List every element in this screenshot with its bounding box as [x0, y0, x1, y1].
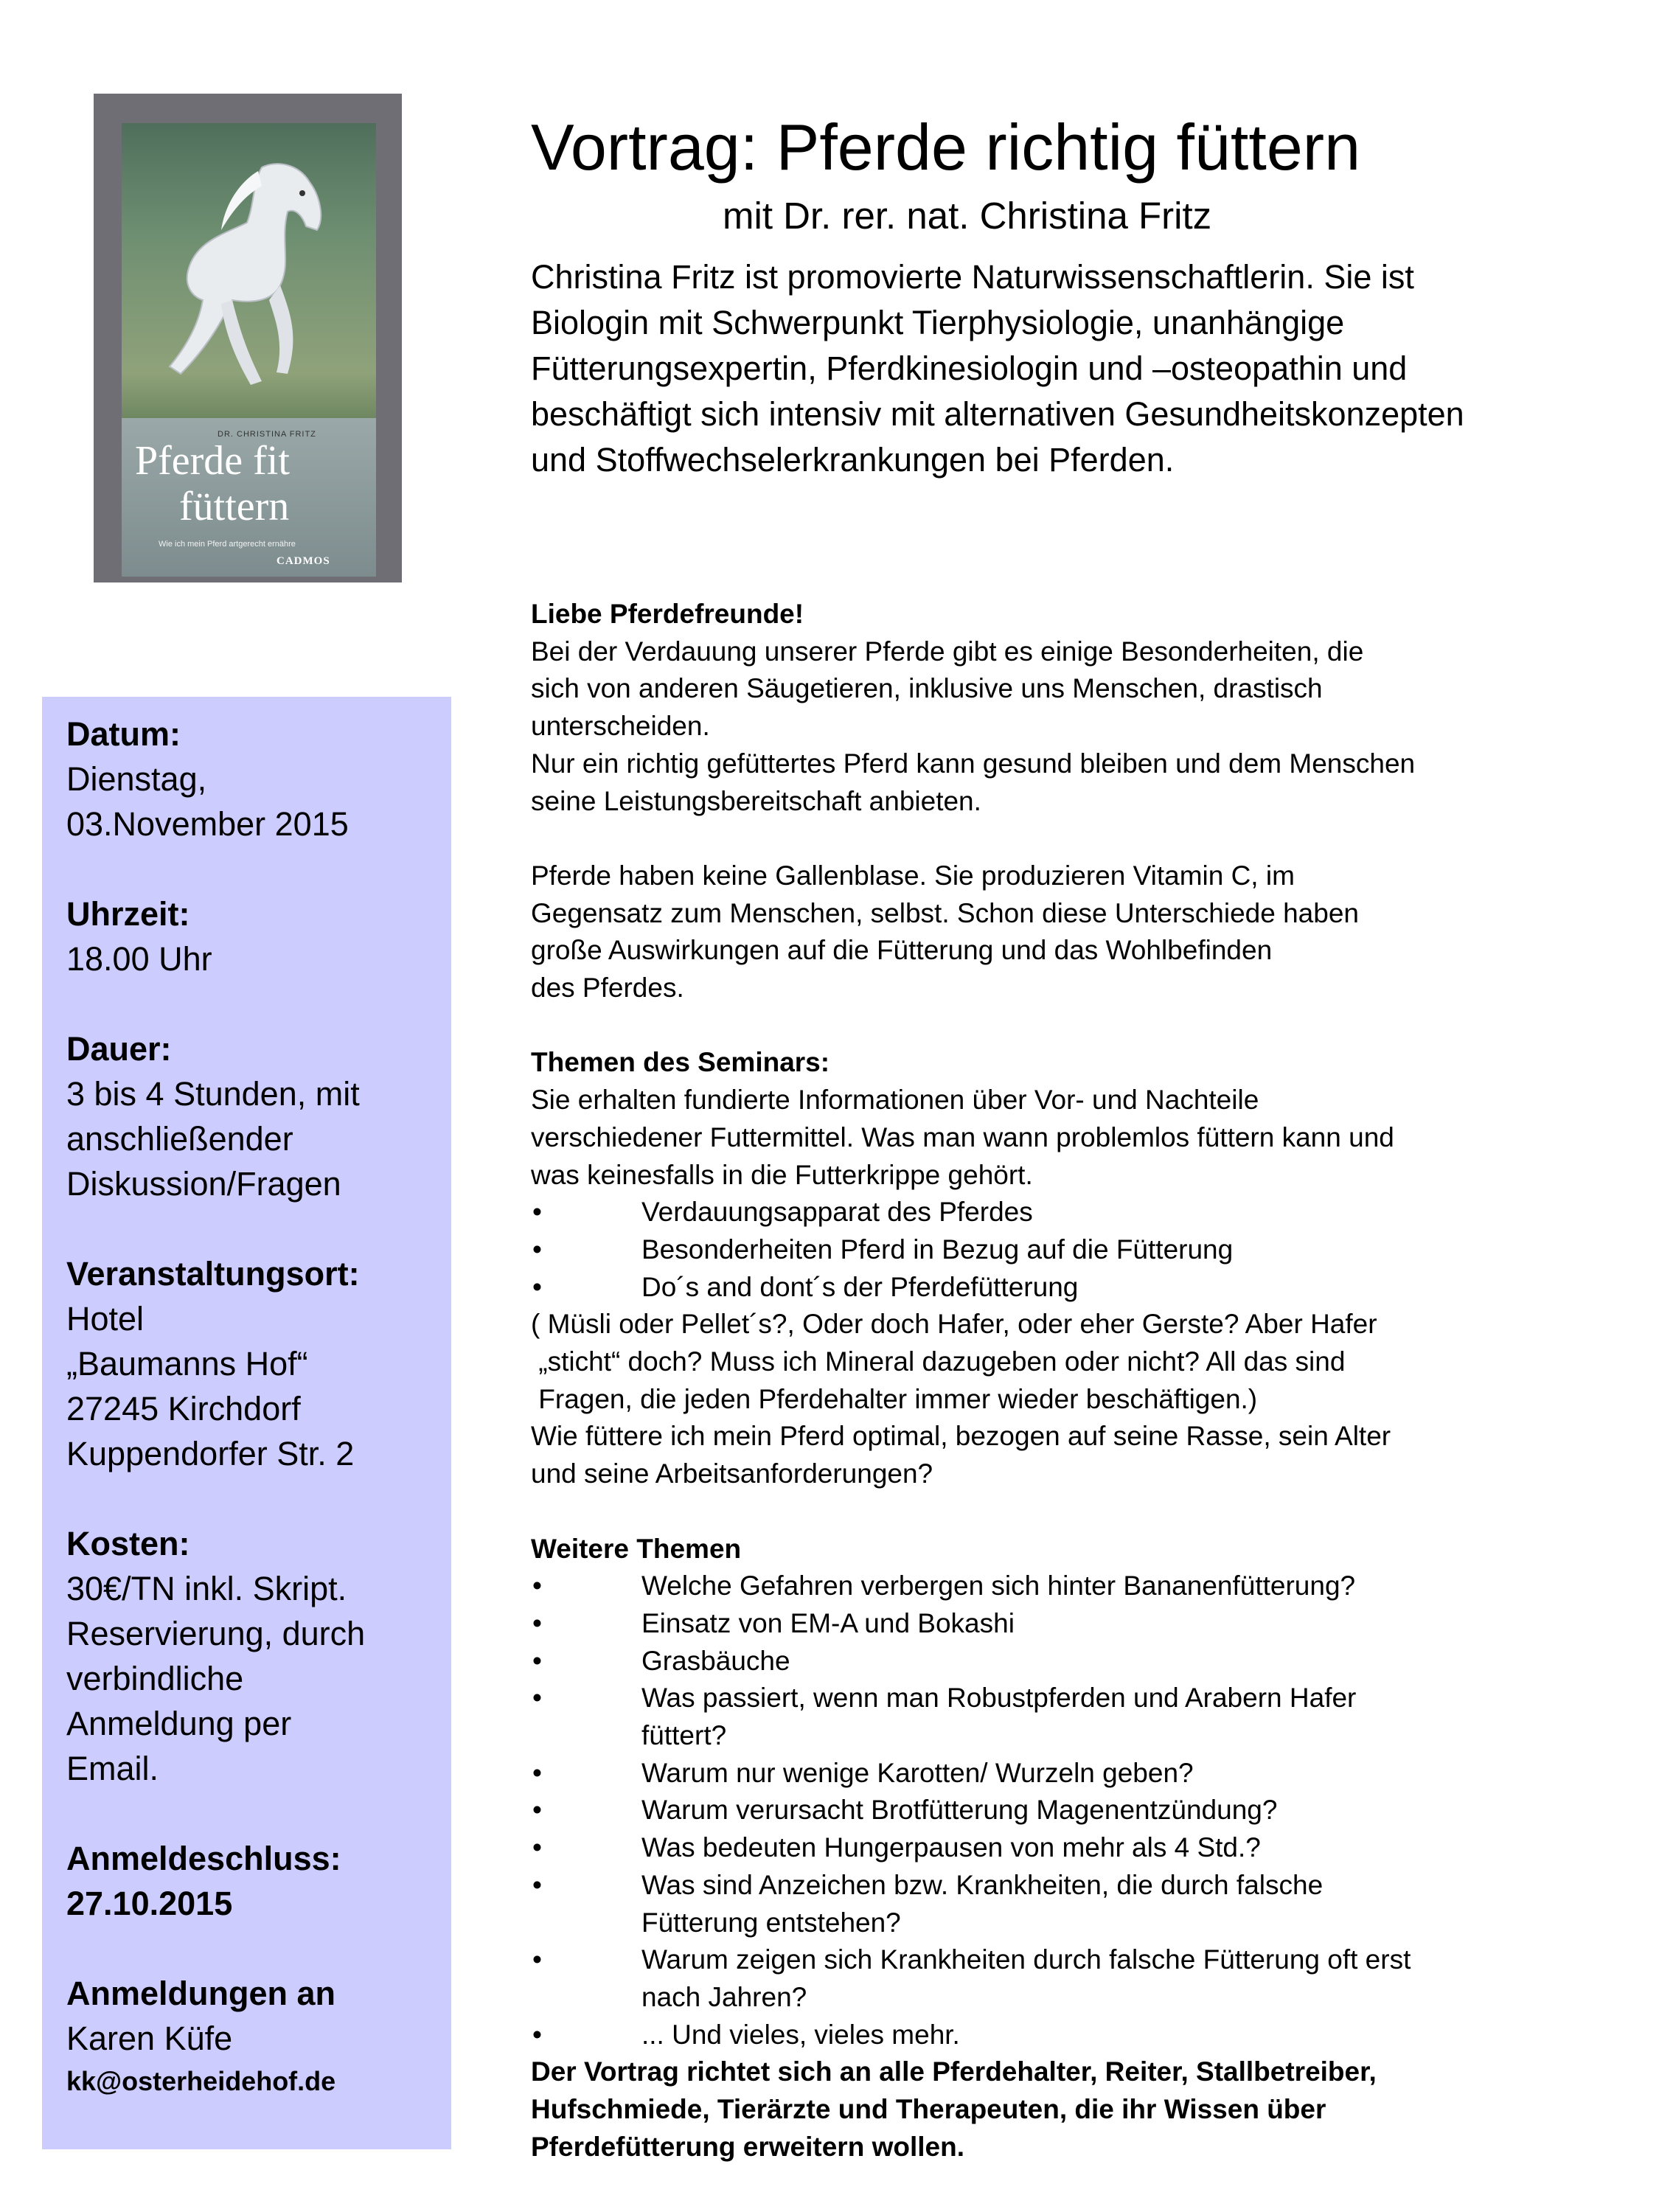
themen-bullet-list	[531, 1194, 1607, 1306]
cover-subtitle: Wie ich mein Pferd artgerecht ernähre	[159, 540, 296, 549]
themen-line: verschiedener Futtermittel. Was man wann problemlos füttern kann und	[531, 1121, 1394, 1152]
list-item-text: Welche Gefahren verbergen sich hinter Bananenfütterung?	[641, 1571, 1356, 1601]
dauer-label: Dauer:	[66, 1030, 172, 1068]
list-item-text: Grasbäuche	[641, 1645, 790, 1676]
event-info-content	[66, 712, 446, 2147]
para-line: Bei der Verdauung unserer Pferde gibt es einige Besonderheiten, die	[531, 636, 1364, 667]
para-line: des Pferdes.	[531, 973, 684, 1004]
cover-publisher: CADMOS	[276, 555, 330, 567]
list-item-text: • Warum zeigen sich Krankheiten durch falsche Fütterung oft erst	[641, 1944, 1411, 1975]
list-item	[531, 1755, 1607, 1792]
closing-line: Der Vortrag richtet sich an alle Pferdehalter, Reiter, Stallbetreiber,	[531, 2056, 1377, 2087]
para-line: sich von anderen Säugetieren, inklusive uns Menschen, drastisch	[531, 673, 1323, 704]
anmeldungen-block	[66, 1971, 446, 2102]
list-item-text: nach Jahren?	[641, 1981, 807, 2012]
datum-line: 03.November 2015	[66, 805, 349, 843]
cover-title-line2: füttern	[179, 484, 290, 529]
list-item-text: Warum verursacht Brotfütterung Magenentzündung?	[641, 1795, 1278, 1826]
list-item	[531, 1867, 1607, 1941]
para-line: große Auswirkungen auf die Fütterung und das Wohlbefinden	[531, 935, 1273, 966]
ort-line: „Baumanns Hof“	[66, 1345, 308, 1382]
kosten-line: Anmeldung per	[66, 1705, 292, 1742]
ort-line: 27245 Kirchdorf	[66, 1390, 301, 1427]
intro-line: Christina Fritz ist promovierte Naturwissenschaftlerin. Sie ist	[531, 258, 1414, 296]
dauer-line: anschließender	[66, 1120, 293, 1158]
list-item: • Verdauungsapparat des Pferdes	[531, 1194, 1607, 1231]
kosten-line: Reservierung, durch	[66, 1615, 366, 1652]
list-item-text: Einsatz von EM-A und Bokashi	[641, 1607, 1015, 1638]
intro-line: und Stoffwechselerkrankungen bei Pferden.	[531, 441, 1175, 479]
kosten-block	[66, 1521, 446, 1791]
list-item	[531, 1680, 1607, 1754]
kosten-label: Kosten:	[66, 1525, 190, 1562]
list-item	[531, 1941, 1607, 2016]
horse-illustration	[151, 153, 350, 396]
spacer	[531, 1493, 1607, 1531]
uhrzeit-value: 18.00 Uhr	[66, 940, 212, 978]
book-cover	[122, 123, 376, 577]
list-item-text: Fütterung entstehen?	[641, 1907, 901, 1938]
intro-line: Fütterungsexpertin, Pferdkinesiologin und –osteopathin und	[531, 349, 1408, 387]
spacer	[531, 820, 1607, 858]
list-item	[531, 1568, 1607, 1605]
kosten-line: verbindliche	[66, 1660, 244, 1697]
list-item	[531, 1605, 1607, 1643]
list-item-text: • Was passiert, wenn man Robustpferden und Arabern Hafer	[641, 1683, 1357, 1714]
uhrzeit-label: Uhrzeit:	[66, 895, 190, 933]
para-line: unterscheiden.	[531, 711, 710, 742]
themen-heading: Themen des Seminars:	[531, 1047, 830, 1078]
kosten-line: 30€/TN inkl. Skript.	[66, 1570, 347, 1607]
list-item-text: Warum nur wenige Karotten/ Wurzeln geben?	[641, 1757, 1194, 1788]
list-item	[531, 1643, 1607, 1680]
themen-line: was keinesfalls in die Futterkrippe gehört.	[531, 1159, 1033, 1190]
para-line: seine Leistungsbereitschaft anbieten.	[531, 785, 981, 816]
datum-label: Datum:	[66, 715, 181, 753]
datum-line: Dienstag,	[66, 760, 207, 798]
page-subtitle: mit Dr. rer. nat. Christina Fritz	[723, 195, 1212, 237]
para-line: Pferde haben keine Gallenblase. Sie produzieren Vitamin C, im	[531, 860, 1295, 891]
main-text	[531, 596, 1607, 2166]
para-line: Nur ein richtig gefüttertes Pferd kann gesund bleiben und dem Menschen	[531, 748, 1416, 779]
page-title: Vortrag: Pferde richtig füttern	[531, 111, 1361, 184]
list-item-text: ... Und vieles, vieles mehr.	[641, 2019, 960, 2050]
themen-after-line: und seine Arbeitsanforderungen?	[531, 1458, 933, 1489]
kosten-line: Email.	[66, 1750, 159, 1787]
speaker-intro	[531, 254, 1600, 483]
list-item	[531, 1829, 1607, 1867]
anmeldeschluss-label: Anmeldeschluss:	[66, 1840, 341, 1877]
dauer-line: Diskussion/Fragen	[66, 1165, 341, 1203]
cover-title-line1: Pferde fit	[135, 438, 290, 484]
anmeldungen-email: kk@osterheidehof.de	[66, 2066, 336, 2096]
book-cover-image	[94, 94, 402, 582]
uhrzeit-block	[66, 891, 446, 981]
list-item	[531, 2017, 1607, 2054]
closing-line: Hufschmiede, Tierärzte und Therapeuten, die ihr Wissen über	[531, 2094, 1326, 2125]
ort-line: Hotel	[66, 1300, 145, 1338]
dauer-block	[66, 1026, 446, 1206]
themen-after-line: Wie füttere ich mein Pferd optimal, bezogen auf seine Rasse, sein Alter	[531, 1421, 1391, 1452]
ort-label: Veranstaltungsort:	[66, 1255, 360, 1293]
greeting: Liebe Pferdefreunde!	[531, 599, 804, 629]
ort-line: Kuppendorfer Str. 2	[66, 1435, 355, 1472]
anmeldeschluss-value: 27.10.2015	[66, 1885, 233, 1922]
themen-after-line: ( Müsli oder Pellet´s?, Oder doch Hafer, oder eher Gerste? Aber Hafer	[531, 1309, 1377, 1340]
datum-block	[66, 712, 446, 846]
spacer	[531, 1007, 1607, 1045]
list-item	[531, 1792, 1607, 1829]
themen-line: Sie erhalten fundierte Informationen über Vor- und Nachteile	[531, 1085, 1259, 1116]
para-line: Gegensatz zum Menschen, selbst. Schon diese Unterschiede haben	[531, 897, 1359, 928]
weitere-heading: Weitere Themen	[531, 1533, 742, 1564]
anmeldungen-label: Anmeldungen an	[66, 1975, 336, 2012]
event-info-box	[42, 697, 451, 2149]
anmeldeschluss-block	[66, 1836, 446, 1926]
cover-author: DR. CHRISTINA FRITZ	[218, 430, 316, 439]
anmeldungen-name: Karen Küfe	[66, 2020, 233, 2057]
themen-after-line: „sticht“ doch? Muss ich Mineral dazugeben oder nicht? All das sind	[531, 1346, 1346, 1377]
list-item-text: • Was sind Anzeichen bzw. Krankheiten, die durch falsche	[641, 1869, 1324, 1900]
themen-after-line: Fragen, die jeden Pferdehalter immer wieder beschäftigen.)	[531, 1383, 1258, 1414]
list-item: • Besonderheiten Pferd in Bezug auf die Fütterung	[531, 1231, 1607, 1269]
dauer-line: 3 bis 4 Stunden, mit	[66, 1075, 360, 1113]
list-item: • Do´s and dont´s der Pferdefütterung	[531, 1269, 1607, 1307]
intro-line: beschäftigt sich intensiv mit alternativen Gesundheitskonzepten	[531, 395, 1464, 433]
list-item-text: Was bedeuten Hungerpausen von mehr als 4 Std.?	[641, 1832, 1261, 1863]
closing-line: Pferdefütterung erweitern wollen.	[531, 2131, 964, 2162]
list-item-text: füttert?	[641, 1720, 727, 1751]
intro-line: Biologin mit Schwerpunkt Tierphysiologie, unanhängige	[531, 304, 1345, 341]
ort-block	[66, 1251, 446, 1476]
weitere-bullet-list	[531, 1568, 1607, 2053]
